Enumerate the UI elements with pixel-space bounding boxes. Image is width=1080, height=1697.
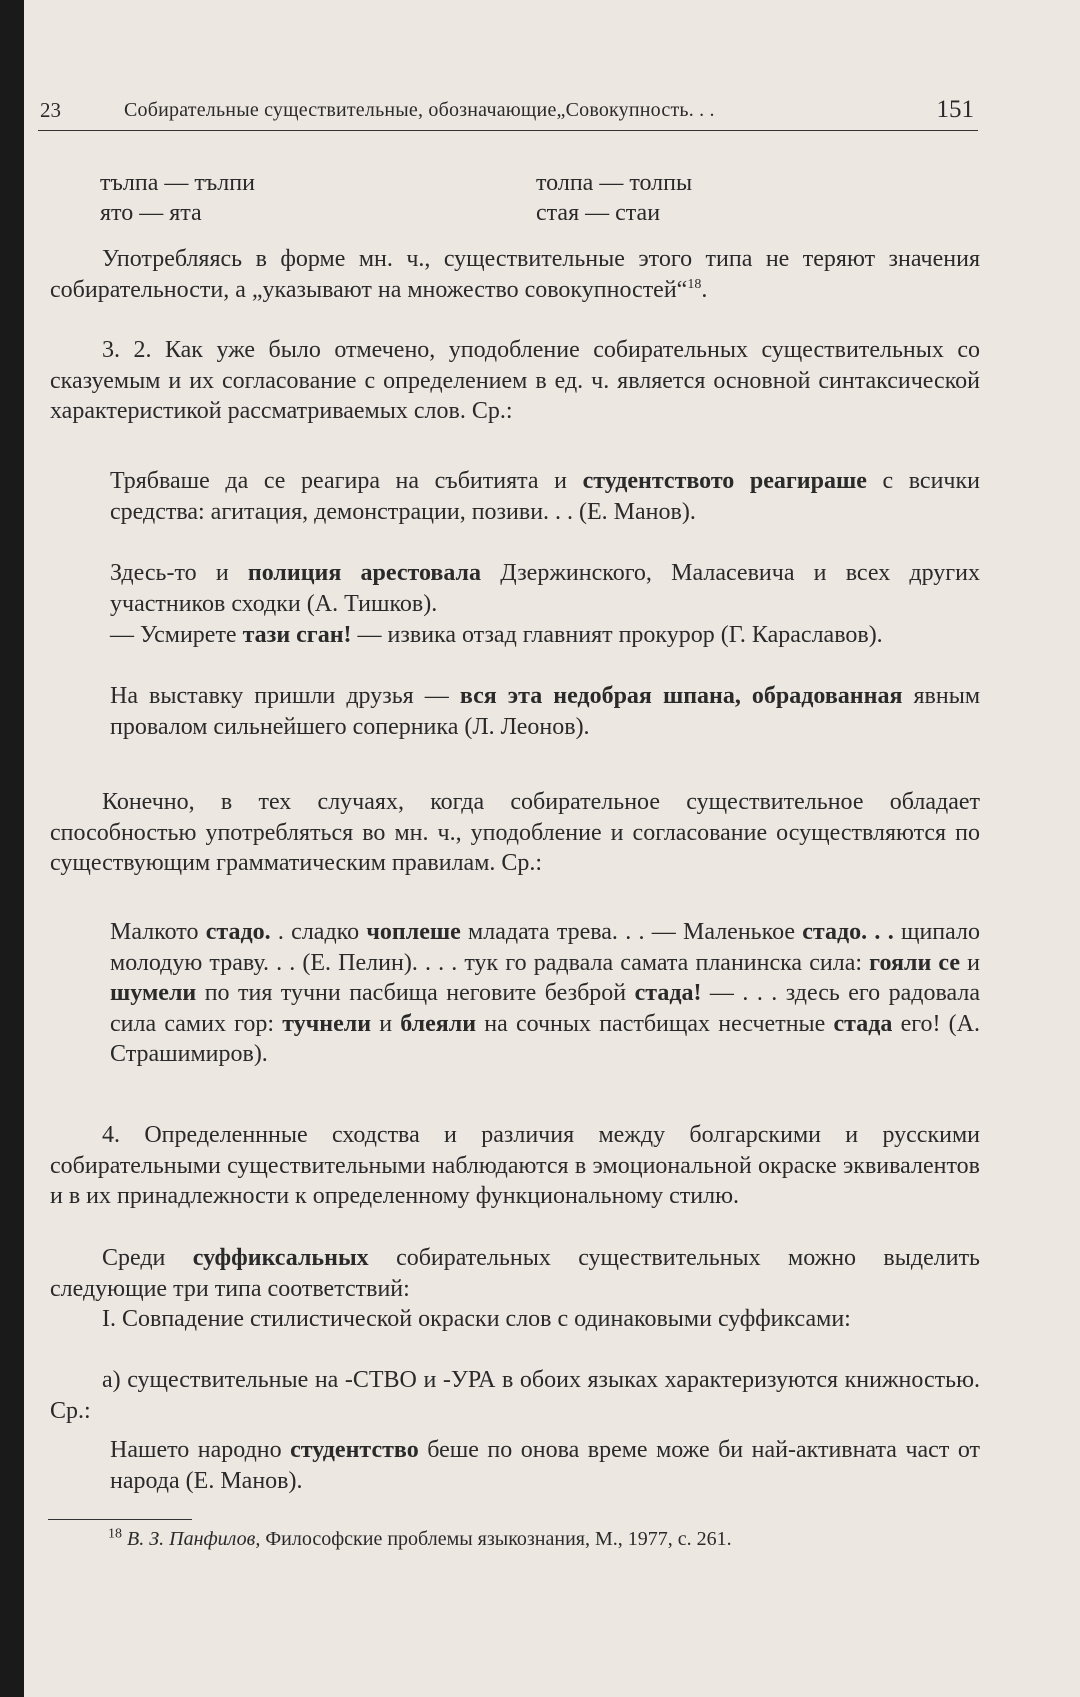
q5-t1: Малкото <box>110 919 206 945</box>
quote-3-bold: тази сган! <box>242 622 352 648</box>
running-header <box>38 96 978 131</box>
page-number: 151 <box>936 96 974 123</box>
quote-6-bold: студентство <box>290 1437 419 1463</box>
q5-t7: — . . . здесь его радовала сила самих гор: <box>110 980 981 1037</box>
quote-6-text-c: беше по онова време може би най-активната част от народа (Е. Манов). <box>110 1437 980 1494</box>
quote-4-bold: вся эта недобрая шпана, обрадованная <box>459 683 903 709</box>
paragraph-I-text: I. Совпадение стилистической окраски слов с одинаковыми суффиксами: <box>102 1306 851 1332</box>
paragraph-1 <box>50 244 980 305</box>
page-binding-edge <box>0 0 24 1697</box>
section-number: 23 <box>40 98 61 122</box>
paragraph-a <box>50 1365 980 1426</box>
quote-6 <box>110 1435 980 1496</box>
footnote-number: 18 <box>108 1526 122 1542</box>
q5-t5: и <box>960 949 980 976</box>
q5-b2: чоплеше <box>366 919 461 945</box>
example-bg-2: ято — ята <box>100 200 202 226</box>
paragraph-sredi-bold: суффиксальных <box>192 1245 369 1271</box>
paragraph-1-end: . <box>701 276 708 303</box>
quote-2-bold: полиция арестовала <box>247 560 482 586</box>
quote-3-text-a: — Усмирете <box>110 622 243 648</box>
q5-b5: шумели <box>110 980 197 1006</box>
footnote-ref: 18 <box>687 276 702 292</box>
quote-1-text-a: Трябваше да се реагира на събитията и <box>110 468 583 494</box>
quote-2 <box>110 558 980 619</box>
quote-4-text-a: На выставку пришли друзья — <box>110 683 460 709</box>
q5-b3: стадо. . . <box>802 919 894 945</box>
quote-2-text-a: Здесь-то и <box>110 560 248 586</box>
paragraph-konechno-text: Конечно, в тех случаях, когда собирательное существительное обладает способностью употребляться во мн. ч., уподобление и согласование осуществляются по существующим грамматическим правилам. Ср.: <box>50 789 980 876</box>
paragraph-sredi <box>50 1243 980 1304</box>
quote-3 <box>110 620 980 651</box>
q5-b9: стада <box>833 1010 893 1037</box>
paragraph-sredi-c: собирательных существительных можно выделить следующие три типа соответствий: <box>50 1245 980 1302</box>
q5-b7: тучнели <box>282 1010 372 1037</box>
footnote-divider <box>48 1519 192 1520</box>
footnote-text: Философские проблемы языкознания, М., 1977, с. 261. <box>260 1528 732 1550</box>
example-bg-1: тълпа — тълпи <box>100 170 255 196</box>
q5-t4: щипало молодую траву. . . (Е. Пелин). . . . тук го радвала самата планинска сила: <box>110 919 980 976</box>
quote-3-text-c: — извика отзад главният прокурор (Г. Караславов). <box>351 622 883 648</box>
q5-b1: стадо. <box>205 919 271 945</box>
quote-5 <box>110 917 980 1070</box>
paragraph-I <box>50 1304 980 1335</box>
q5-b4: гояли се <box>869 949 961 976</box>
footnote <box>108 1524 732 1554</box>
paragraph-a-text: а) существительные на -СТВО и -УРА в обоих языках характеризуются книжностью. Ср.: <box>50 1367 980 1424</box>
q5-b8: блеяли <box>400 1010 477 1037</box>
q5-t10: его! (А. Страшимиров). <box>110 1010 980 1067</box>
quote-1-text-c: с всички средства: агитация, демонстрации, позиви. . . (Е. Манов). <box>110 468 980 525</box>
footnote-author: В. З. Панфилов, <box>127 1528 261 1550</box>
q5-t8: и <box>371 1010 401 1037</box>
paragraph-1-text: Употребляясь в форме мн. ч., существительные этого типа не теряют значения собирательности, а „указывают на множество совокупностей“ <box>50 246 980 303</box>
q5-t9: на сочных пастбищах несчетные <box>476 1010 834 1037</box>
example-ru-2: стая — стаи <box>536 200 661 226</box>
paragraph-3-2 <box>50 335 980 427</box>
paragraph-sredi-a: Среди <box>102 1245 193 1271</box>
q5-t3: младата трева. . . — Маленькое <box>460 919 803 945</box>
paragraph-konechno <box>50 787 980 879</box>
quote-2-text-c: Дзержинского, Маласевича и всех других участников сходки (А. Тишков). <box>110 560 980 617</box>
paragraph-4 <box>50 1120 980 1212</box>
quote-4 <box>110 681 980 742</box>
example-ru-1: толпа — толпы <box>536 170 693 196</box>
paragraph-3-2-text: 3. 2. Как уже было отмечено, уподобление собирательных существительных со сказуемым и их согласование с определением в ед. ч. является основной синтаксической характеристикой рассматриваемых слов. Ср.: <box>50 337 980 424</box>
quote-1 <box>110 466 980 527</box>
q5-t6: по тия тучни пасбища неговите безброй <box>196 980 635 1006</box>
q5-t2: . сладко <box>270 919 367 945</box>
quote-4-text-c: явным провалом сильнейшего соперника (Л. Леонов). <box>110 683 981 740</box>
quote-1-bold: студентството реагираше <box>582 468 867 494</box>
paragraph-4-text: 4. Определеннные сходства и различия между болгарскими и русскими собирательными существительными наблюдаются в эмоциональной окраске эквивалентов и в их принадлежности к определенному функциональному стилю. <box>50 1122 980 1209</box>
running-title: Собирательные существительные, обозначающие„Совокупность. . . <box>124 99 715 121</box>
q5-b6: стада! <box>634 980 702 1006</box>
quote-6-text-a: Нашето народно <box>110 1437 291 1463</box>
